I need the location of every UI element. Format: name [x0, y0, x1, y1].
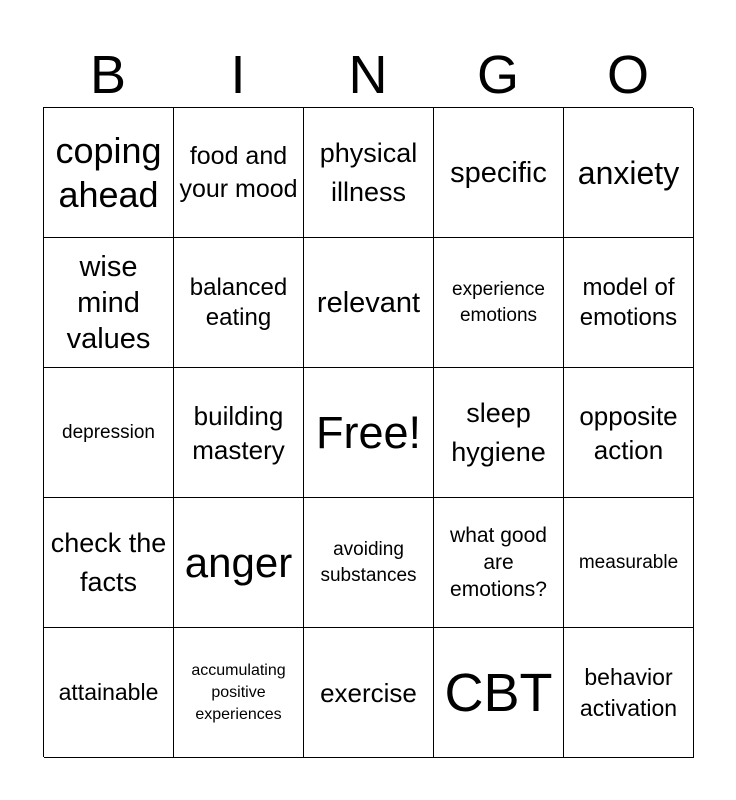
cell-label: specific [450, 156, 547, 189]
header-letter-g: G [476, 45, 519, 105]
cell-label: relevant [316, 286, 421, 319]
cell-label: measurable [578, 551, 679, 573]
bingo-cell-r3-c3[interactable] [304, 368, 434, 498]
cell-label: coping ahead [55, 129, 162, 215]
bingo-cell-r5-c1[interactable] [44, 628, 174, 758]
cell-label: building mastery [192, 400, 285, 465]
bingo-cell-r3-c2[interactable] [174, 368, 304, 498]
bingo-cell-r4-c3[interactable] [304, 498, 434, 628]
bingo-cell-r3-c4[interactable] [434, 368, 564, 498]
bingo-header [43, 42, 693, 108]
cell-label: depression [62, 421, 155, 443]
cell-label: wise mind values [66, 250, 151, 355]
cell-label: avoiding substances [320, 538, 417, 586]
cell-label: sleep hygiene [451, 397, 546, 467]
bingo-cell-r5-c2[interactable] [174, 628, 304, 758]
free-space-label: Free! [315, 406, 422, 458]
bingo-cell-r4-c1[interactable] [44, 498, 174, 628]
header-letter-n: N [348, 45, 388, 105]
bingo-grid [43, 107, 693, 757]
header-letter-i: I [230, 45, 246, 105]
bingo-cell-r1-c5[interactable] [564, 108, 694, 238]
bingo-cell-r1-c3[interactable] [304, 108, 434, 238]
bingo-cell-r2-c5[interactable] [564, 238, 694, 368]
header-letter-b: B [89, 45, 127, 105]
cell-label: food and your mood [179, 141, 298, 203]
bingo-cell-r2-c4[interactable] [434, 238, 564, 368]
cell-label: what good are emotions? [450, 524, 547, 601]
bingo-cell-r2-c2[interactable] [174, 238, 304, 368]
cell-label: anxiety [577, 154, 680, 191]
cell-label: behavior activation [579, 663, 678, 721]
cell-label: physical illness [319, 137, 418, 207]
bingo-cell-r3-c5[interactable] [564, 368, 694, 498]
cell-label: accumulating positive experiences [191, 661, 286, 723]
cell-label: anger [184, 538, 293, 586]
bingo-cell-r5-c3[interactable] [304, 628, 434, 758]
bingo-cell-r4-c2[interactable] [174, 498, 304, 628]
bingo-cell-r1-c4[interactable] [434, 108, 564, 238]
bingo-cell-r2-c3[interactable] [304, 238, 434, 368]
cell-label: attainable [58, 679, 159, 705]
bingo-cell-r2-c1[interactable] [44, 238, 174, 368]
cell-label: experience emotions [452, 278, 545, 326]
bingo-cell-r5-c5[interactable] [564, 628, 694, 758]
cell-label: CBT [444, 662, 553, 723]
bingo-cell-r4-c5[interactable] [564, 498, 694, 628]
cell-label: opposite action [579, 400, 678, 465]
header-letter-o: O [606, 45, 649, 105]
cell-label: exercise [320, 677, 417, 708]
bingo-cell-r3-c1[interactable] [44, 368, 174, 498]
bingo-cell-r5-c4[interactable] [434, 628, 564, 758]
cell-label: check the facts [50, 527, 167, 597]
bingo-cell-r1-c1[interactable] [44, 108, 174, 238]
bingo-cell-r1-c2[interactable] [174, 108, 304, 238]
cell-label: balanced eating [189, 273, 288, 331]
cell-label: model of emotions [579, 273, 678, 331]
bingo-cell-r4-c4[interactable] [434, 498, 564, 628]
